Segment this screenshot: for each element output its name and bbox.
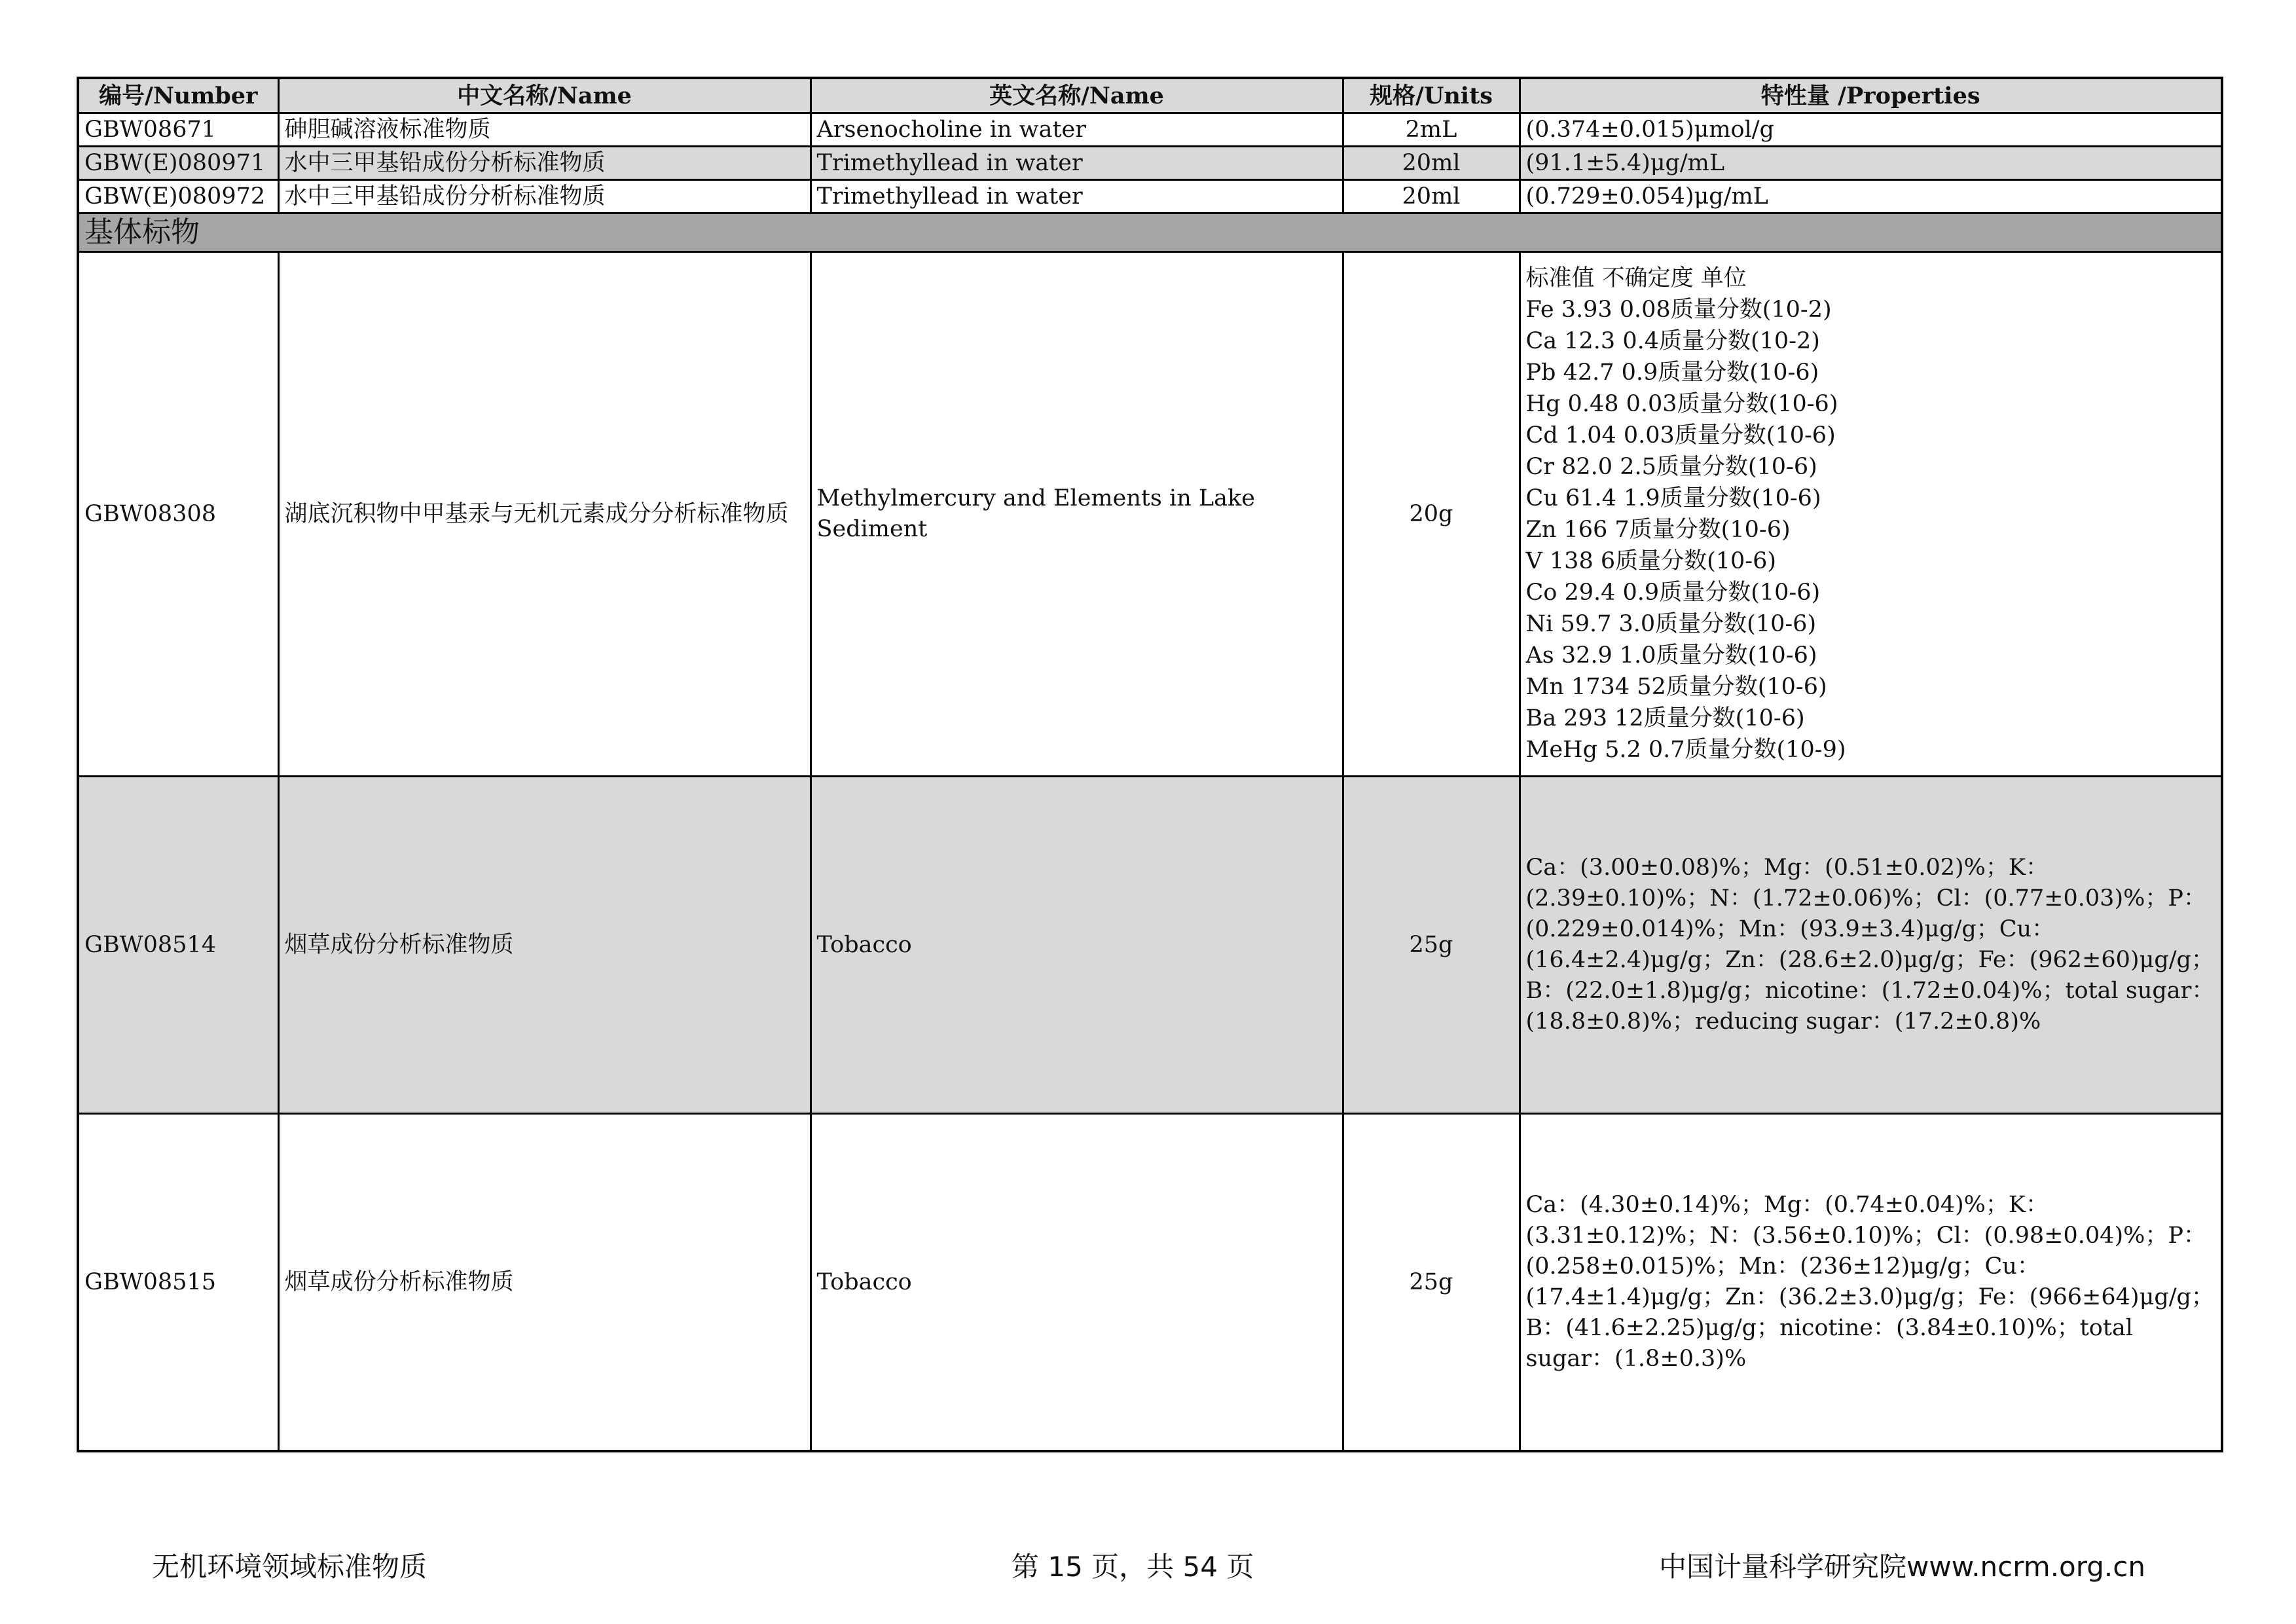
cell-units: 25g xyxy=(1343,777,1520,1114)
cell-number: GBW08671 xyxy=(78,113,278,147)
reference-materials-table xyxy=(77,77,2223,1452)
cell-number: GBW08515 xyxy=(78,1114,278,1452)
header-chinese-name: 中文名称/Name xyxy=(278,78,811,113)
cell-properties: Ca：(3.00±0.08)%；Mg：(0.51±0.02)%；K：(2.39±0.10)%；N：(1.72±0.06)%；Cl：(0.77±0.03)%；P：(0.229±0.014)%；Mn：(93.9±3.4)μg/g；Cu：(16.4±2.4)μg/g；Zn：(28.6±2.0)μg/g；Fe：(962±60)μg/g；B：(22.0±1.8)μg/g；nicotine：(1.72±0.04)%；total sugar：(18.8±0.8)%；reducing sugar：(17.2±0.8)% xyxy=(1520,777,2222,1114)
table-header-row xyxy=(78,78,2222,113)
header-number: 编号/Number xyxy=(78,78,278,113)
footer-institute-site: 中国计量科学研究院www.ncrm.org.cn xyxy=(1659,1551,2145,1583)
cell-chinese-name: 水中三甲基铅成份分析标准物质 xyxy=(278,180,811,213)
cell-number: GBW(E)080971 xyxy=(78,147,278,180)
footer-document-title: 无机环境领域标准物质 xyxy=(152,1551,428,1583)
property-line: Fe 3.93 0.08质量分数(10-2) xyxy=(1525,297,1832,323)
property-line: Cr 82.0 2.5质量分数(10-6) xyxy=(1525,454,1817,480)
cell-chinese-name: 湖底沉积物中甲基汞与无机元素成分分析标准物质 xyxy=(278,252,811,777)
property-line: Ca 12.3 0.4质量分数(10-2) xyxy=(1525,328,1820,354)
cell-properties xyxy=(1520,252,2222,777)
cell-english-name: Methylmercury and Elements in Lake Sediment xyxy=(811,252,1343,777)
property-line: Hg 0.48 0.03质量分数(10-6) xyxy=(1525,391,1838,417)
property-line: MeHg 5.2 0.7质量分数(10-9) xyxy=(1525,737,1846,763)
property-line: V 138 6质量分数(10-6) xyxy=(1525,548,1777,574)
cell-units: 20g xyxy=(1343,252,1520,777)
header-properties: 特性量 /Properties xyxy=(1520,78,2222,113)
property-line: Cu 61.4 1.9质量分数(10-6) xyxy=(1525,485,1821,511)
cell-properties: (91.1±5.4)μg/mL xyxy=(1520,147,2222,180)
cell-units: 20ml xyxy=(1343,147,1520,180)
header-units: 规格/Units xyxy=(1343,78,1520,113)
table-row xyxy=(78,777,2222,1114)
property-line: Zn 166 7质量分数(10-6) xyxy=(1525,517,1791,543)
table-row xyxy=(78,252,2222,777)
cell-units: 25g xyxy=(1343,1114,1520,1452)
table-row xyxy=(78,113,2222,147)
cell-chinese-name: 水中三甲基铅成份分析标准物质 xyxy=(278,147,811,180)
cell-chinese-name: 烟草成份分析标准物质 xyxy=(278,777,811,1114)
section-title: 基体标物 xyxy=(78,213,2222,252)
property-line: Mn 1734 52质量分数(10-6) xyxy=(1525,674,1827,700)
cell-chinese-name: 烟草成份分析标准物质 xyxy=(278,1114,811,1452)
table-row xyxy=(78,147,2222,180)
property-line: Ba 293 12质量分数(10-6) xyxy=(1525,705,1805,731)
cell-units: 20ml xyxy=(1343,180,1520,213)
footer-page-number: 第 15 页，共 54 页 xyxy=(1011,1551,1254,1583)
section-row xyxy=(78,213,2222,252)
cell-chinese-name: 砷胆碱溶液标准物质 xyxy=(278,113,811,147)
cell-units: 2mL xyxy=(1343,113,1520,147)
property-line: Pb 42.7 0.9质量分数(10-6) xyxy=(1525,360,1819,386)
header-english-name: 英文名称/Name xyxy=(811,78,1343,113)
property-line: 标准值 不确定度 单位 xyxy=(1525,265,1747,291)
cell-number: GBW08514 xyxy=(78,777,278,1114)
cell-properties: Ca：(4.30±0.14)%；Mg：(0.74±0.04)%；K：(3.31±0.12)%；N：(3.56±0.10)%；Cl：(0.98±0.04)%；P：(0.258±0.015)%；Mn：(236±12)μg/g；Cu：(17.4±1.4)μg/g；Zn：(36.2±3.0)μg/g；Fe：(966±64)μg/g；B：(41.6±2.25)μg/g；nicotine：(3.84±0.10)%；total sugar：(1.8±0.3)% xyxy=(1520,1114,2222,1452)
property-line: Co 29.4 0.9质量分数(10-6) xyxy=(1525,580,1821,606)
cell-english-name: Trimethyllead in water xyxy=(811,147,1343,180)
table-row xyxy=(78,1114,2222,1452)
cell-english-name: Tobacco xyxy=(811,1114,1343,1452)
cell-english-name: Trimethyllead in water xyxy=(811,180,1343,213)
property-line: As 32.9 1.0质量分数(10-6) xyxy=(1525,642,1817,669)
cell-english-name: Tobacco xyxy=(811,777,1343,1114)
cell-properties: (0.374±0.015)μmol/g xyxy=(1520,113,2222,147)
cell-english-name: Arsenocholine in water xyxy=(811,113,1343,147)
property-line: Cd 1.04 0.03质量分数(10-6) xyxy=(1525,422,1836,449)
cell-number: GBW(E)080972 xyxy=(78,180,278,213)
cell-properties: (0.729±0.054)μg/mL xyxy=(1520,180,2222,213)
property-line: Ni 59.7 3.0质量分数(10-6) xyxy=(1525,611,1817,637)
cell-number: GBW08308 xyxy=(78,252,278,777)
table-row xyxy=(78,180,2222,213)
